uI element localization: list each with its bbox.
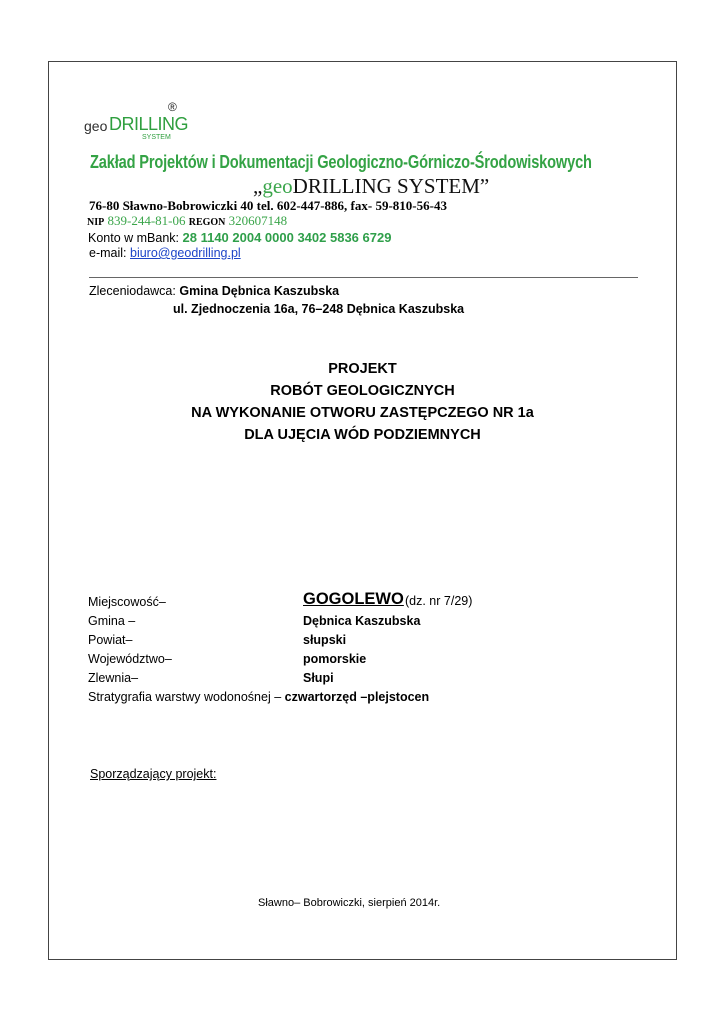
- logo-system-text: SYSTEM: [142, 134, 171, 141]
- company-name: Zakład Projektów i Dokumentacji Geologiczno-Górniczo-Środowiskowych: [90, 151, 592, 172]
- gmina-value: Dębnica Kaszubska: [303, 614, 421, 628]
- stratygrafia-label: Stratygrafia warstwy wodonośnej –: [88, 690, 282, 704]
- brand-rest: DRILLING SYSTEM”: [292, 174, 490, 198]
- client-line: [89, 284, 339, 298]
- title-line-3: NA WYKONANIE OTWORU ZASTĘPCZEGO NR 1a: [191, 405, 534, 421]
- regon-label: REGON: [188, 217, 226, 228]
- row-miejscowosc: [88, 590, 473, 609]
- logo-drilling-text: DRILLING: [109, 114, 189, 134]
- miejscowosc-note: (dz. nr 7/29): [405, 594, 473, 608]
- title-line-2: ROBÓT GEOLOGICZNYCH: [270, 383, 455, 399]
- miejscowosc-label: Miejscowość–: [88, 595, 166, 609]
- row-wojewodztwo: [88, 652, 367, 666]
- registered-mark: ®: [168, 100, 177, 114]
- zlewnia-label: Zlewnia–: [88, 671, 139, 685]
- email-label: e-mail:: [89, 246, 127, 260]
- company-address: 76-80 Sławno-Bobrowiczki 40 tel. 602-447-886, fax- 59-810-56-43: [89, 198, 447, 213]
- footer-place-date: Sławno– Bobrowiczki, sierpień 2014r.: [258, 897, 441, 909]
- konto-label: Konto w mBank:: [88, 231, 180, 245]
- title-line-4: DLA UJĘCIA WÓD PODZIEMNYCH: [244, 427, 481, 443]
- email-link[interactable]: biuro@geodrilling.pl: [130, 246, 241, 260]
- nip-label: NIP: [87, 217, 105, 228]
- brand-geo: geo: [262, 174, 293, 198]
- bank-account-line: [88, 230, 391, 245]
- powiat-value: słupski: [303, 633, 347, 647]
- nip-regon-line: [87, 213, 287, 229]
- logo-geo-text: geo: [84, 118, 108, 134]
- gmina-label: Gmina –: [88, 614, 136, 628]
- row-zlewnia: [88, 671, 334, 685]
- geodrilling-logo: [84, 100, 189, 144]
- client-label: Zleceniodawca:: [89, 284, 176, 298]
- regon-value: 320607148: [228, 213, 288, 228]
- brand-name: [253, 174, 489, 199]
- powiat-label: Powiat–: [88, 633, 133, 647]
- email-line: [89, 246, 241, 260]
- client-name: Gmina Dębnica Kaszubska: [179, 284, 340, 298]
- title-line-1: PROJEKT: [328, 361, 397, 377]
- konto-value: 28 1140 2004 0000 3402 5836 6729: [182, 230, 392, 245]
- client-address: ul. Zjednoczenia 16a, 76–248 Dębnica Kaszubska: [173, 302, 465, 316]
- header-divider: [89, 277, 638, 278]
- wojewodztwo-value: pomorskie: [303, 652, 367, 666]
- row-stratygrafia: [88, 690, 429, 704]
- row-gmina: [88, 614, 421, 628]
- brand-open-quote: „: [253, 174, 263, 198]
- stratygrafia-value: czwartorzęd –plejstocen: [284, 690, 430, 704]
- nip-value: 839-244-81-06: [107, 213, 186, 228]
- author-label: Sporządzający projekt:: [90, 767, 217, 781]
- miejscowosc-value: GOGOLEWO: [303, 590, 404, 608]
- zlewnia-value: Słupi: [303, 671, 334, 685]
- wojewodztwo-label: Województwo–: [88, 652, 172, 666]
- row-powiat: [88, 633, 347, 647]
